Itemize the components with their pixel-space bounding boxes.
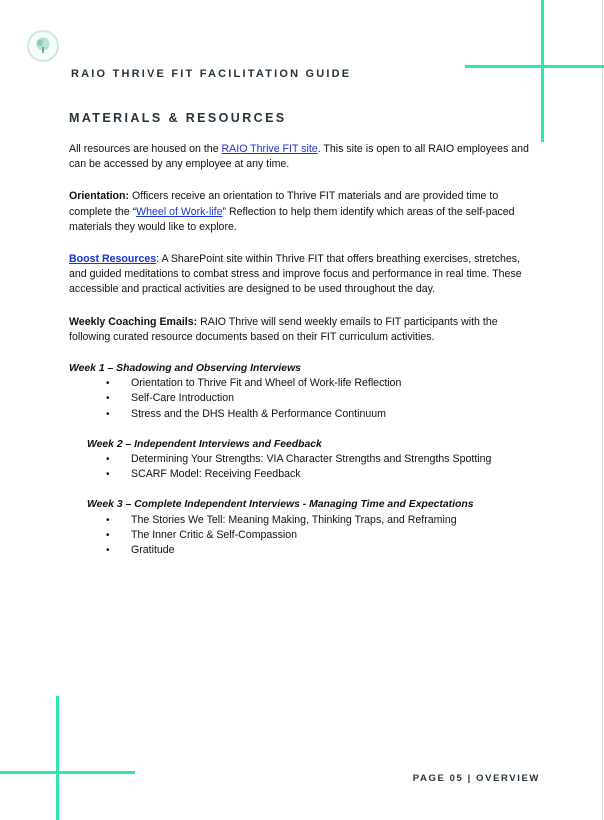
thrive-fit-site-link[interactable]: RAIO Thrive FIT site <box>221 143 318 155</box>
list-item: • Orientation to Thrive Fit and Wheel of Work-life Reflection <box>69 376 539 391</box>
boost-resources-link[interactable]: Boost Resources <box>69 253 157 266</box>
guide-title: RAIO THRIVE FIT FACILITATION GUIDE <box>71 68 352 80</box>
list-item: • The Inner Critic & Self-Compassion <box>69 528 539 543</box>
list-item: • Gratitude <box>69 543 539 558</box>
week-1-title: Week 1 – Shadowing and Observing Interviews <box>69 363 301 375</box>
coaching-label: Weekly Coaching Emails: <box>69 315 198 328</box>
list-item: • The Stories We Tell: Meaning Making, Thinking Traps, and Reframing <box>69 513 539 528</box>
tree-logo-icon <box>27 30 59 62</box>
week-1-list <box>69 376 539 422</box>
orientation-label: Orientation: <box>69 190 130 203</box>
accent-line-top-horizontal <box>465 65 604 68</box>
list-item: • Stress and the DHS Health & Performance Continuum <box>69 407 539 422</box>
list-item: • SCARF Model: Receiving Feedback <box>69 467 539 482</box>
coaching-paragraph: Weekly Coaching Emails: RAIO Thrive will send weekly emails to FIT participants with the following curated resource documents based on their FIT curriculum activities. <box>69 315 498 343</box>
week-3-list <box>69 513 539 559</box>
wheel-of-work-life-link[interactable]: Wheel of Work-life <box>136 205 223 218</box>
page-footer: PAGE 05 | OVERVIEW <box>412 773 540 784</box>
intro-paragraph: All resources are housed on the RAIO Thrive FIT site. This site is open to all RAIO employees and can be accessed by any employee at any time. <box>69 143 529 171</box>
week-2-title: Week 2 – Independent Interviews and Feedback <box>87 438 322 450</box>
accent-line-bottom-vertical <box>56 696 59 820</box>
accent-line-top-vertical <box>541 0 544 142</box>
list-item: • Determining Your Strengths: VIA Character Strengths and Strengths Spotting <box>69 452 539 467</box>
list-item: • Self-Care Introduction <box>69 391 539 406</box>
accent-line-bottom-horizontal <box>0 771 135 774</box>
week-3-title: Week 3 – Complete Independent Interviews - Managing Time and Expectations <box>87 499 474 511</box>
orientation-paragraph: Orientation: Officers receive an orientation to Thrive FIT materials and are provided time to complete the “Wheel of Work-life” Reflection to help them identify which areas of the self-paced materials they would like to explore. <box>69 190 515 233</box>
boost-paragraph: Boost Resources: A SharePoint site within Thrive FIT that offers breathing exercises, stretches, and guided meditations to combat stress and improve focus and performance in real time. These accessible and practical activities are designed to be used throughout the day. <box>69 253 522 296</box>
section-title: MATERIALS & RESOURCES <box>69 111 287 125</box>
week-2-list <box>69 452 539 482</box>
page-body <box>69 142 539 573</box>
